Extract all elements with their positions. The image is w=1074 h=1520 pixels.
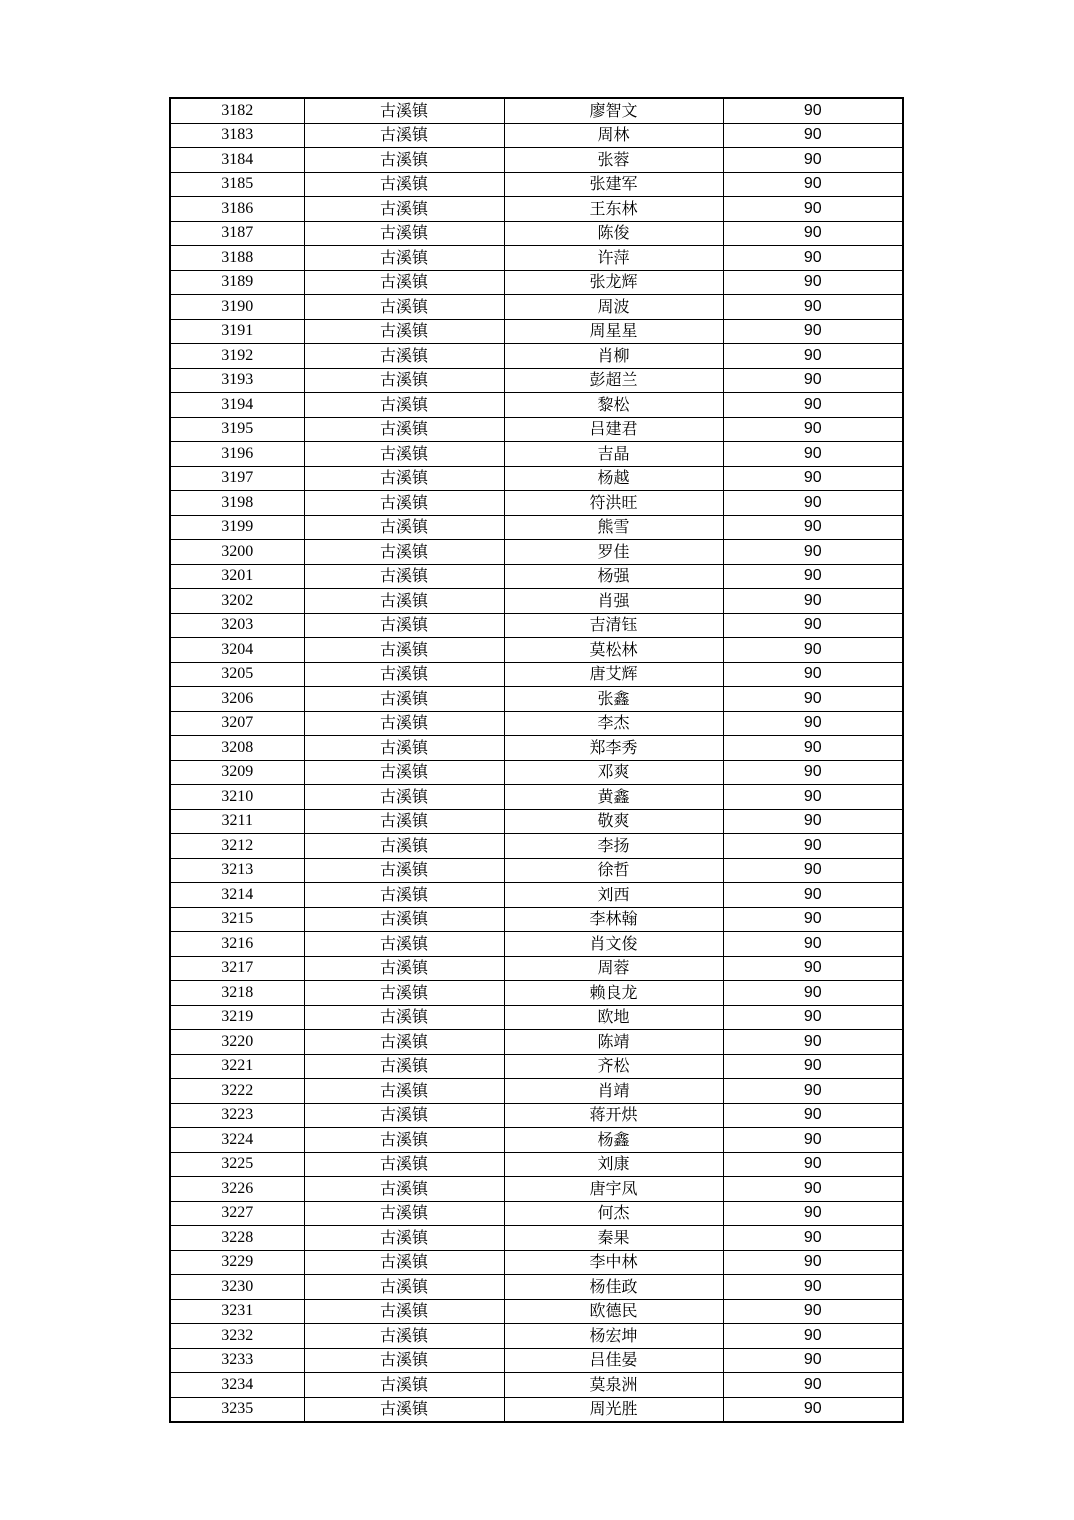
score-cell: 90 [723, 1324, 903, 1349]
score-cell: 90 [723, 540, 903, 565]
table-row [170, 981, 903, 1006]
town-cell: 古溪镇 [304, 883, 504, 908]
score-cell: 90 [723, 172, 903, 197]
table-row [170, 466, 903, 491]
table-row [170, 368, 903, 393]
table-row [170, 270, 903, 295]
person-name-cell: 莫泉洲 [504, 1373, 723, 1398]
person-name-cell: 赖良龙 [504, 981, 723, 1006]
town-cell: 古溪镇 [304, 589, 504, 614]
person-name-cell: 李扬 [504, 834, 723, 859]
score-cell: 90 [723, 98, 903, 123]
person-name-cell: 吉晶 [504, 442, 723, 467]
person-name-cell: 张蓉 [504, 148, 723, 173]
table-row [170, 172, 903, 197]
town-cell: 古溪镇 [304, 785, 504, 810]
town-cell: 古溪镇 [304, 1152, 504, 1177]
row-number-cell: 3187 [170, 221, 304, 246]
score-cell: 90 [723, 442, 903, 467]
row-number-cell: 3204 [170, 638, 304, 663]
town-cell: 古溪镇 [304, 295, 504, 320]
row-number-cell: 3203 [170, 613, 304, 638]
table-row [170, 785, 903, 810]
row-number-cell: 3234 [170, 1373, 304, 1398]
row-number-cell: 3226 [170, 1177, 304, 1202]
table-row [170, 393, 903, 418]
town-cell: 古溪镇 [304, 1397, 504, 1422]
town-cell: 古溪镇 [304, 1250, 504, 1275]
score-cell: 90 [723, 417, 903, 442]
row-number-cell: 3210 [170, 785, 304, 810]
town-cell: 古溪镇 [304, 197, 504, 222]
table-row [170, 319, 903, 344]
town-cell: 古溪镇 [304, 834, 504, 859]
table-row [170, 1177, 903, 1202]
row-number-cell: 3223 [170, 1103, 304, 1128]
town-cell: 古溪镇 [304, 1324, 504, 1349]
person-name-cell: 周波 [504, 295, 723, 320]
town-cell: 古溪镇 [304, 368, 504, 393]
person-name-cell: 李中林 [504, 1250, 723, 1275]
town-cell: 古溪镇 [304, 270, 504, 295]
person-name-cell: 杨强 [504, 564, 723, 589]
row-number-cell: 3213 [170, 858, 304, 883]
table-body [170, 98, 903, 1422]
town-cell: 古溪镇 [304, 711, 504, 736]
town-cell: 古溪镇 [304, 1177, 504, 1202]
person-name-cell: 肖强 [504, 589, 723, 614]
row-number-cell: 3228 [170, 1226, 304, 1251]
town-cell: 古溪镇 [304, 123, 504, 148]
town-cell: 古溪镇 [304, 1079, 504, 1104]
person-name-cell: 许萍 [504, 246, 723, 271]
table-row [170, 417, 903, 442]
table-row [170, 932, 903, 957]
row-number-cell: 3183 [170, 123, 304, 148]
town-cell: 古溪镇 [304, 736, 504, 761]
person-name-cell: 莫松林 [504, 638, 723, 663]
score-cell: 90 [723, 197, 903, 222]
row-number-cell: 3191 [170, 319, 304, 344]
score-cell: 90 [723, 1275, 903, 1300]
score-cell: 90 [723, 711, 903, 736]
table-row [170, 98, 903, 123]
table-row [170, 834, 903, 859]
table-row [170, 442, 903, 467]
town-cell: 古溪镇 [304, 344, 504, 369]
person-name-cell: 唐宇凤 [504, 1177, 723, 1202]
score-cell: 90 [723, 221, 903, 246]
person-name-cell: 张龙辉 [504, 270, 723, 295]
score-cell: 90 [723, 1079, 903, 1104]
row-number-cell: 3185 [170, 172, 304, 197]
row-number-cell: 3192 [170, 344, 304, 369]
person-name-cell: 杨鑫 [504, 1128, 723, 1153]
row-number-cell: 3208 [170, 736, 304, 761]
score-cell: 90 [723, 564, 903, 589]
table-row [170, 491, 903, 516]
score-cell: 90 [723, 736, 903, 761]
town-cell: 古溪镇 [304, 981, 504, 1006]
score-cell: 90 [723, 1128, 903, 1153]
town-cell: 古溪镇 [304, 466, 504, 491]
row-number-cell: 3222 [170, 1079, 304, 1104]
table-row [170, 1226, 903, 1251]
person-name-cell: 李杰 [504, 711, 723, 736]
town-cell: 古溪镇 [304, 172, 504, 197]
row-number-cell: 3194 [170, 393, 304, 418]
score-cell: 90 [723, 1030, 903, 1055]
score-cell: 90 [723, 393, 903, 418]
town-cell: 古溪镇 [304, 858, 504, 883]
table-row [170, 1030, 903, 1055]
town-cell: 古溪镇 [304, 638, 504, 663]
score-cell: 90 [723, 515, 903, 540]
town-cell: 古溪镇 [304, 393, 504, 418]
row-number-cell: 3184 [170, 148, 304, 173]
person-name-cell: 肖柳 [504, 344, 723, 369]
score-cell: 90 [723, 687, 903, 712]
table-row [170, 1054, 903, 1079]
score-cell: 90 [723, 858, 903, 883]
score-cell: 90 [723, 1299, 903, 1324]
row-number-cell: 3217 [170, 956, 304, 981]
person-name-cell: 廖智文 [504, 98, 723, 123]
town-cell: 古溪镇 [304, 1373, 504, 1398]
person-name-cell: 郑李秀 [504, 736, 723, 761]
table-row [170, 711, 903, 736]
score-cell: 90 [723, 1177, 903, 1202]
score-cell: 90 [723, 295, 903, 320]
row-number-cell: 3196 [170, 442, 304, 467]
person-name-cell: 李林翰 [504, 907, 723, 932]
row-number-cell: 3231 [170, 1299, 304, 1324]
town-cell: 古溪镇 [304, 1201, 504, 1226]
town-cell: 古溪镇 [304, 515, 504, 540]
score-cell: 90 [723, 1201, 903, 1226]
row-number-cell: 3193 [170, 368, 304, 393]
person-name-cell: 邓爽 [504, 760, 723, 785]
table-row [170, 1152, 903, 1177]
person-name-cell: 王东林 [504, 197, 723, 222]
row-number-cell: 3229 [170, 1250, 304, 1275]
table-row [170, 246, 903, 271]
person-name-cell: 熊雪 [504, 515, 723, 540]
town-cell: 古溪镇 [304, 319, 504, 344]
person-name-cell: 敬爽 [504, 809, 723, 834]
person-name-cell: 肖靖 [504, 1079, 723, 1104]
person-name-cell: 杨越 [504, 466, 723, 491]
person-name-cell: 刘康 [504, 1152, 723, 1177]
table-row [170, 344, 903, 369]
person-name-cell: 杨佳政 [504, 1275, 723, 1300]
person-name-cell: 陈俊 [504, 221, 723, 246]
score-cell: 90 [723, 123, 903, 148]
person-name-cell: 何杰 [504, 1201, 723, 1226]
table-row [170, 907, 903, 932]
town-cell: 古溪镇 [304, 809, 504, 834]
table-row [170, 1324, 903, 1349]
town-cell: 古溪镇 [304, 98, 504, 123]
row-number-cell: 3199 [170, 515, 304, 540]
row-number-cell: 3219 [170, 1005, 304, 1030]
score-cell: 90 [723, 491, 903, 516]
row-number-cell: 3201 [170, 564, 304, 589]
score-cell: 90 [723, 981, 903, 1006]
score-cell: 90 [723, 932, 903, 957]
score-cell: 90 [723, 1054, 903, 1079]
town-cell: 古溪镇 [304, 1275, 504, 1300]
table-row [170, 883, 903, 908]
score-cell: 90 [723, 613, 903, 638]
score-cell: 90 [723, 589, 903, 614]
person-name-cell: 黎松 [504, 393, 723, 418]
person-name-cell: 徐哲 [504, 858, 723, 883]
person-name-cell: 齐松 [504, 1054, 723, 1079]
score-cell: 90 [723, 344, 903, 369]
table-row [170, 638, 903, 663]
row-number-cell: 3212 [170, 834, 304, 859]
table-row [170, 1079, 903, 1104]
town-cell: 古溪镇 [304, 662, 504, 687]
person-name-cell: 唐艾辉 [504, 662, 723, 687]
table-row [170, 295, 903, 320]
town-cell: 古溪镇 [304, 956, 504, 981]
table-row [170, 1103, 903, 1128]
table-row [170, 540, 903, 565]
row-number-cell: 3225 [170, 1152, 304, 1177]
row-number-cell: 3198 [170, 491, 304, 516]
data-table [169, 97, 904, 1423]
row-number-cell: 3200 [170, 540, 304, 565]
town-cell: 古溪镇 [304, 564, 504, 589]
person-name-cell: 彭超兰 [504, 368, 723, 393]
table-row [170, 1128, 903, 1153]
person-name-cell: 张鑫 [504, 687, 723, 712]
person-name-cell: 罗佳 [504, 540, 723, 565]
row-number-cell: 3218 [170, 981, 304, 1006]
town-cell: 古溪镇 [304, 148, 504, 173]
town-cell: 古溪镇 [304, 932, 504, 957]
row-number-cell: 3202 [170, 589, 304, 614]
row-number-cell: 3189 [170, 270, 304, 295]
town-cell: 古溪镇 [304, 687, 504, 712]
row-number-cell: 3188 [170, 246, 304, 271]
town-cell: 古溪镇 [304, 1226, 504, 1251]
table-row [170, 148, 903, 173]
table-row [170, 564, 903, 589]
table-row [170, 197, 903, 222]
row-number-cell: 3227 [170, 1201, 304, 1226]
row-number-cell: 3207 [170, 711, 304, 736]
town-cell: 古溪镇 [304, 1030, 504, 1055]
table-row [170, 1275, 903, 1300]
table-row [170, 1299, 903, 1324]
score-cell: 90 [723, 1103, 903, 1128]
town-cell: 古溪镇 [304, 491, 504, 516]
town-cell: 古溪镇 [304, 442, 504, 467]
town-cell: 古溪镇 [304, 221, 504, 246]
table-row [170, 1373, 903, 1398]
row-number-cell: 3190 [170, 295, 304, 320]
table-row [170, 123, 903, 148]
person-name-cell: 欧德民 [504, 1299, 723, 1324]
row-number-cell: 3216 [170, 932, 304, 957]
person-name-cell: 秦果 [504, 1226, 723, 1251]
row-number-cell: 3182 [170, 98, 304, 123]
score-cell: 90 [723, 956, 903, 981]
person-name-cell: 欧地 [504, 1005, 723, 1030]
score-cell: 90 [723, 368, 903, 393]
row-number-cell: 3197 [170, 466, 304, 491]
table-row [170, 613, 903, 638]
person-name-cell: 蒋开烘 [504, 1103, 723, 1128]
score-cell: 90 [723, 1397, 903, 1422]
score-cell: 90 [723, 148, 903, 173]
score-cell: 90 [723, 785, 903, 810]
person-name-cell: 吕佳晏 [504, 1348, 723, 1373]
row-number-cell: 3215 [170, 907, 304, 932]
town-cell: 古溪镇 [304, 1299, 504, 1324]
row-number-cell: 3220 [170, 1030, 304, 1055]
person-name-cell: 周光胜 [504, 1397, 723, 1422]
town-cell: 古溪镇 [304, 1128, 504, 1153]
table-row [170, 809, 903, 834]
person-name-cell: 周林 [504, 123, 723, 148]
row-number-cell: 3214 [170, 883, 304, 908]
person-name-cell: 张建军 [504, 172, 723, 197]
person-name-cell: 符洪旺 [504, 491, 723, 516]
score-cell: 90 [723, 466, 903, 491]
table-row [170, 736, 903, 761]
person-name-cell: 周蓉 [504, 956, 723, 981]
town-cell: 古溪镇 [304, 613, 504, 638]
person-name-cell: 刘西 [504, 883, 723, 908]
row-number-cell: 3221 [170, 1054, 304, 1079]
row-number-cell: 3224 [170, 1128, 304, 1153]
score-cell: 90 [723, 834, 903, 859]
row-number-cell: 3233 [170, 1348, 304, 1373]
town-cell: 古溪镇 [304, 760, 504, 785]
score-cell: 90 [723, 907, 903, 932]
row-number-cell: 3230 [170, 1275, 304, 1300]
row-number-cell: 3205 [170, 662, 304, 687]
town-cell: 古溪镇 [304, 417, 504, 442]
row-number-cell: 3209 [170, 760, 304, 785]
table-row [170, 221, 903, 246]
score-cell: 90 [723, 883, 903, 908]
table-row [170, 1005, 903, 1030]
table-row [170, 515, 903, 540]
town-cell: 古溪镇 [304, 907, 504, 932]
score-cell: 90 [723, 1005, 903, 1030]
score-cell: 90 [723, 1226, 903, 1251]
person-name-cell: 黄鑫 [504, 785, 723, 810]
table-row [170, 1348, 903, 1373]
town-cell: 古溪镇 [304, 1348, 504, 1373]
score-cell: 90 [723, 270, 903, 295]
table-row [170, 858, 903, 883]
town-cell: 古溪镇 [304, 1054, 504, 1079]
town-cell: 古溪镇 [304, 540, 504, 565]
table-row [170, 589, 903, 614]
row-number-cell: 3206 [170, 687, 304, 712]
table-row [170, 1397, 903, 1422]
row-number-cell: 3211 [170, 809, 304, 834]
row-number-cell: 3186 [170, 197, 304, 222]
score-cell: 90 [723, 1373, 903, 1398]
person-name-cell: 周星星 [504, 319, 723, 344]
table-row [170, 662, 903, 687]
score-cell: 90 [723, 1152, 903, 1177]
person-name-cell: 吕建君 [504, 417, 723, 442]
town-cell: 古溪镇 [304, 1005, 504, 1030]
score-cell: 90 [723, 1250, 903, 1275]
row-number-cell: 3235 [170, 1397, 304, 1422]
score-cell: 90 [723, 1348, 903, 1373]
row-number-cell: 3232 [170, 1324, 304, 1349]
score-cell: 90 [723, 319, 903, 344]
person-name-cell: 杨宏坤 [504, 1324, 723, 1349]
score-cell: 90 [723, 638, 903, 663]
town-cell: 古溪镇 [304, 1103, 504, 1128]
table-row [170, 1201, 903, 1226]
score-cell: 90 [723, 246, 903, 271]
row-number-cell: 3195 [170, 417, 304, 442]
table-row [170, 687, 903, 712]
score-cell: 90 [723, 662, 903, 687]
town-cell: 古溪镇 [304, 246, 504, 271]
table-row [170, 760, 903, 785]
table-row [170, 1250, 903, 1275]
person-name-cell: 陈靖 [504, 1030, 723, 1055]
person-name-cell: 吉清钰 [504, 613, 723, 638]
table-row [170, 956, 903, 981]
score-cell: 90 [723, 760, 903, 785]
score-cell: 90 [723, 809, 903, 834]
person-name-cell: 肖文俊 [504, 932, 723, 957]
